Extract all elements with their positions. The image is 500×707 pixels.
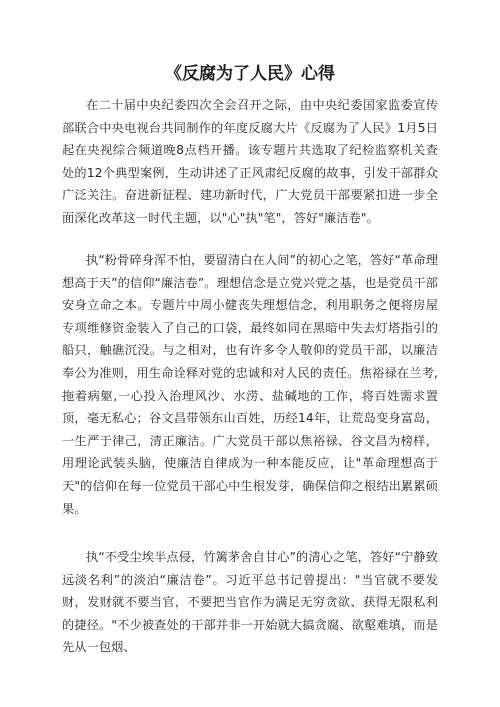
paragraph-1: 在二十届中央纪委四次全会召开之际，由中央纪委国家监委宣传部联合中央电视台共同制作的年度反腐大片《反腐为了人民》1月5日起在央视综合频道晚8点档开播。该专题片共选取了纪检监察机关查处的12个典型案例，生动讲述了正风肃纪反腐的故事，引发干部群众广泛关注。奋进新征程、建功新时代，广大党员干部要紧扣进一步全面深化改革这一时代主题，以"心"执"笔"，答好"廉洁卷"。 xyxy=(62,98,438,225)
paragraph-2: 执“粉骨碎身浑不怕，要留清白在人间”的初心之笔，答好“革命理想高于天”的信仰“廉洁卷”。理想信念是立党兴党之基，也是党员干部安身立命之本。专题片中周小健丧失理想信念，利用职务之便将房屋专项维修资金装入了自己的口袋，最终如同在黑暗中失去灯塔指引的船只，触礁沉没。与之相对，也有许多令人敬仰的党员干部，以廉洁奉公为准则，用生命诠释对党的忠诚和对人民的责任。焦裕禄在兰考,拖着病躯,一心投入治理风沙、水涝、盐碱地的工作，将百姓需求置顶，毫无私心；谷文昌带领东山百姓，历经14年，让荒岛变身富岛，一生严于律己，清正廉洁。广大党员干部以焦裕禄、谷文昌为榜样，用理论武装头脑，使廉洁自律成为一种本能反应，让"革命理想高于天"的信仰在每一位党员干部心中生根发芽，确保信仰之根结出累累硕果。 xyxy=(62,253,438,516)
paragraph-3: 执“不受尘埃半点侵，竹篱茅舍自甘心”的清心之笔，答好“宁静致远淡名利”的淡泊“廉洁卷”。习近平总书记曾提出："当官就不要发财，发财就不要当官，不要把当官作为满足无穷贪欲、获得无限私利的捷径。"不少被查处的干部并非一开始就大搞贪腐、欲壑难填，而是先从一包烟、 xyxy=(62,550,438,655)
document-title: 《反腐为了人民》心得 xyxy=(165,64,335,84)
